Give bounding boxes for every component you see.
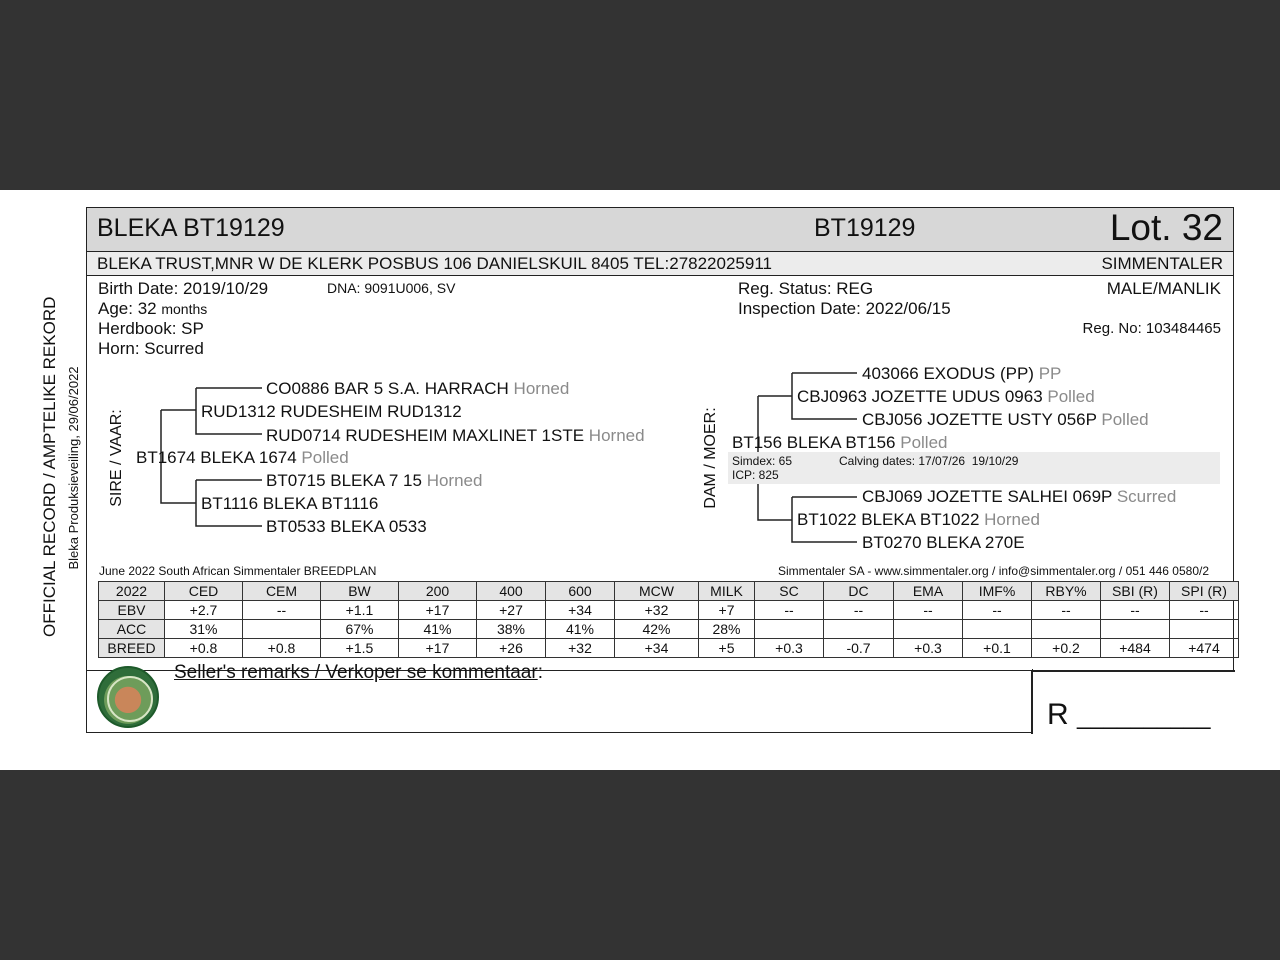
dna-info: DNA: 9091U006, SV: [327, 280, 456, 296]
breed-cell: +34: [615, 639, 699, 658]
ebv-header: DC: [824, 582, 894, 601]
breedplan-contact: Simmentaler SA - www.simmentaler.org / info@simmentaler.org / 051 446 0580/2: [777, 564, 1209, 578]
inspection-date: Inspection Date: 2022/06/15: [738, 299, 951, 318]
ebv-header: SBI (R): [1101, 582, 1170, 601]
price-box-top: [1031, 670, 1235, 672]
ebv-header: IMF%: [963, 582, 1032, 601]
acc-cell: [963, 620, 1032, 639]
price-entry[interactable]: R __________: [1047, 698, 1211, 731]
acc-cell: 41%: [399, 620, 477, 639]
ebv-header: EMA: [894, 582, 963, 601]
sire-dam-dam: BT0533 BLEKA 0533: [266, 517, 427, 536]
ebv-header: SC: [755, 582, 824, 601]
ebv-header: 200: [399, 582, 477, 601]
ebv-cell: +2.7: [165, 601, 243, 620]
animal-id: BT19129: [814, 214, 916, 242]
breed-cell: +0.8: [243, 639, 321, 658]
dam-sire: CBJ0963 JOZETTE UDUS 0963 Polled: [797, 387, 1095, 406]
acc-cell: [824, 620, 894, 639]
card-header: [86, 207, 1234, 252]
breed-name: SIMMENTALER: [1101, 254, 1223, 273]
acc-cell: 38%: [477, 620, 546, 639]
icp: ICP: 825: [732, 468, 779, 482]
row-label: ACC: [99, 620, 165, 639]
ebv-cell: --: [894, 601, 963, 620]
breed-cell: +0.3: [894, 639, 963, 658]
dam-sire-sire: 403066 EXODUS (PP) PP: [862, 364, 1062, 383]
breed-cell: -0.7: [824, 639, 894, 658]
dam-dam-sire: CBJ069 JOZETTE SALHEI 069P Scurred: [862, 487, 1177, 506]
breed-cell: +1.5: [321, 639, 399, 658]
horn-status: Horn: Scurred: [98, 339, 204, 358]
breed-cell: +26: [477, 639, 546, 658]
ebv-table: [98, 581, 1239, 658]
acc-cell: [1032, 620, 1101, 639]
row-label: BREED: [99, 639, 165, 658]
dam: BT156 BLEKA BT156 Polled: [732, 433, 948, 452]
ebv-header-row: [99, 582, 1239, 601]
ebv-header: RBY%: [1032, 582, 1101, 601]
breed-cell: +474: [1170, 639, 1239, 658]
sex: MALE/MANLIK: [1106, 279, 1221, 298]
ebv-header: 2022: [99, 582, 165, 601]
ebv-cell: --: [824, 601, 894, 620]
herdbook: Herdbook: SP: [98, 319, 204, 338]
ebv-cell: --: [1170, 601, 1239, 620]
ebv-cell: +7: [699, 601, 755, 620]
reg-number: Reg. No: 103484465: [1082, 320, 1221, 337]
breed-cell: +32: [546, 639, 615, 658]
ebv-header: MILK: [699, 582, 755, 601]
simdex: Simdex: 65: [732, 454, 793, 468]
acc-cell: 67%: [321, 620, 399, 639]
sire-sire-sire: CO0886 BAR 5 S.A. HARRACH Horned: [266, 379, 570, 398]
dam-dam: BT1022 BLEKA BT1022 Horned: [797, 510, 1040, 529]
ebv-header: 600: [546, 582, 615, 601]
acc-cell: 31%: [165, 620, 243, 639]
breed-cell: +0.3: [755, 639, 824, 658]
ebv-header: 400: [477, 582, 546, 601]
sire-label: SIRE / VAAR:: [108, 409, 125, 507]
acc-row: [99, 620, 1239, 639]
sire: BT1674 BLEKA 1674 Polled: [136, 448, 349, 467]
owner-bar: [86, 251, 1234, 276]
acc-cell: [894, 620, 963, 639]
ebv-cell: --: [755, 601, 824, 620]
owner-details: BLEKA TRUST,MNR W DE KLERK POSBUS 106 DANIELSKUIL 8405 TEL:27822025911: [97, 254, 772, 273]
ebv-header: SPI (R): [1170, 582, 1239, 601]
acc-cell: 41%: [546, 620, 615, 639]
dam-sire-dam: CBJ056 JOZETTE USTY 056P Polled: [862, 410, 1149, 429]
sire-dam: BT1116 BLEKA BT1116: [201, 494, 379, 513]
lot-number: Lot. 32: [1109, 207, 1223, 248]
ebv-header: CED: [165, 582, 243, 601]
age: Age: 32 months: [98, 299, 208, 318]
ebv-cell: --: [243, 601, 321, 620]
breed-cell: +0.2: [1032, 639, 1101, 658]
acc-cell: 28%: [699, 620, 755, 639]
breed-row: [99, 639, 1239, 658]
ebv-cell: +27: [477, 601, 546, 620]
acc-cell: [755, 620, 824, 639]
ebv-cell: --: [1032, 601, 1101, 620]
sire-dam-sire: BT0715 BLEKA 7 15 Horned: [266, 471, 483, 490]
row-label: EBV: [99, 601, 165, 620]
breed-cell: +484: [1101, 639, 1170, 658]
acc-cell: 42%: [615, 620, 699, 639]
ebv-cell: +1.1: [321, 601, 399, 620]
ebv-cell: +32: [615, 601, 699, 620]
ebv-header: BW: [321, 582, 399, 601]
breed-cell: +0.1: [963, 639, 1032, 658]
ebv-header: CEM: [243, 582, 321, 601]
birth-date: Birth Date: 2019/10/29: [98, 279, 269, 298]
ebv-cell: +34: [546, 601, 615, 620]
breedplan-title: June 2022 South African Simmentaler BREEDPLAN: [99, 564, 377, 578]
animal-name: BLEKA BT19129: [97, 214, 285, 242]
ebv-header: MCW: [615, 582, 699, 601]
dam-dam-dam: BT0270 BLEKA 270E: [862, 533, 1025, 552]
dam-label: DAM / MOER:: [702, 407, 719, 509]
ebv-cell: --: [963, 601, 1032, 620]
ebv-cell: --: [1101, 601, 1170, 620]
sellers-remarks-label: Seller's remarks / Verkoper se kommentaar:: [174, 662, 543, 683]
breed-cell: +5: [699, 639, 755, 658]
sire-sire-dam: RUD0714 RUDESHEIM MAXLINET 1STE Horned: [266, 426, 645, 445]
breed-cell: +17: [399, 639, 477, 658]
ebv-cell: +17: [399, 601, 477, 620]
calving-dates: Calving dates: 17/07/26 19/10/29: [839, 454, 1019, 468]
acc-cell: [1170, 620, 1239, 639]
ebv-row: [99, 601, 1239, 620]
acc-cell: [243, 620, 321, 639]
reg-status: Reg. Status: REG: [738, 279, 874, 298]
acc-cell: [1101, 620, 1170, 639]
auction-label: Bleka Produksieveiling, 29/06/2022: [66, 366, 81, 570]
sire-sire: RUD1312 RUDESHEIM RUD1312: [201, 402, 462, 421]
price-box-left: [1031, 670, 1033, 734]
breed-cell: +0.8: [165, 639, 243, 658]
simmentaler-logo-icon: [97, 666, 159, 728]
official-record-label: OFFICIAL RECORD / AMPTELIKE REKORD: [40, 296, 59, 637]
